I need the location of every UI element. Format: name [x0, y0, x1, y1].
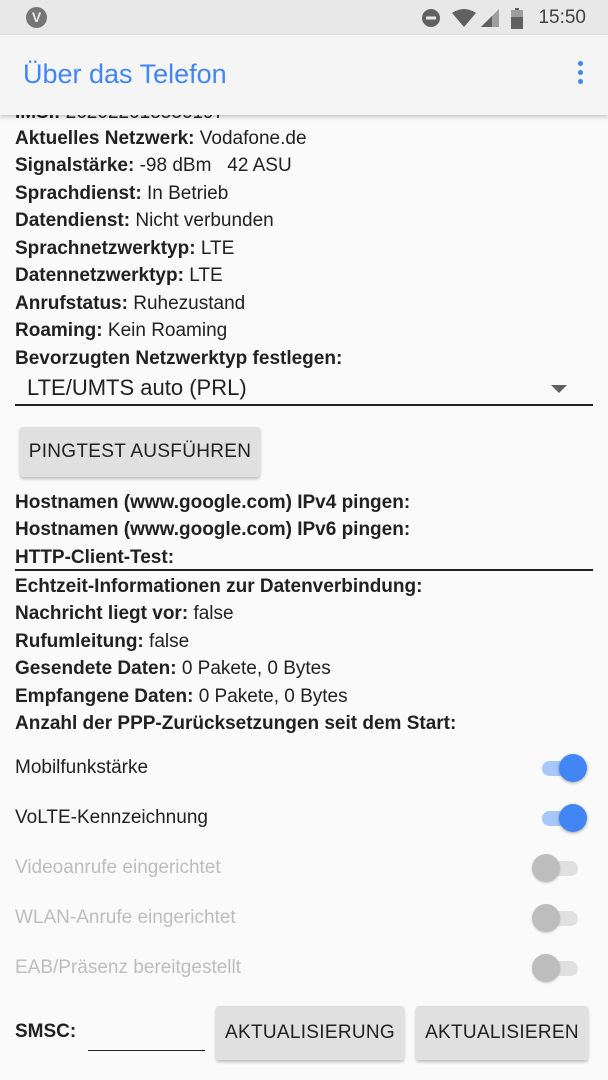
- eab-presence-toggle: [532, 954, 560, 982]
- battery-icon: [511, 8, 523, 29]
- switch-row-mobile-radio-power[interactable]: [15, 748, 593, 788]
- clock: 15:50: [538, 7, 586, 28]
- mobile-radio-power-toggle[interactable]: [559, 754, 587, 782]
- info-row-message-waiting: Nachricht liegt vor: false: [15, 603, 234, 624]
- info-row-network: Aktuelles Netzwerk: Vodafone.de: [15, 128, 307, 149]
- info-row-received-data: Empfangene Daten: 0 Pakete, 0 Bytes: [15, 686, 348, 707]
- smsc-update-button[interactable]: AKTUALISIERUNG: [216, 1006, 404, 1060]
- info-row-data-network-type: Datennetzwerktyp: LTE: [15, 265, 223, 286]
- volte-toggle[interactable]: [559, 804, 587, 832]
- switch-label: VoLTE-Kennzeichnung: [15, 807, 208, 828]
- more-vert-icon[interactable]: [574, 61, 586, 89]
- wifi-icon: [451, 8, 477, 28]
- info-row-call-forwarding: Rufumleitung: false: [15, 631, 190, 652]
- dropdown-arrow-icon: [551, 385, 567, 393]
- switch-label: Videoanrufe eingerichtet: [15, 857, 221, 878]
- switch-row-eab-presence: [15, 948, 593, 988]
- switch-label: EAB/Präsenz bereitgestellt: [15, 957, 242, 978]
- switch-row-wifi-calling: [15, 898, 593, 938]
- info-row-voice-network-type: Sprachnetzwerktyp: LTE: [15, 238, 235, 259]
- smsc-refresh-button[interactable]: AKTUALISIEREN: [416, 1006, 588, 1060]
- info-row-call-status: Anrufstatus: Ruhezustand: [15, 293, 246, 314]
- wifi-calling-toggle: [532, 904, 560, 932]
- data-connection-heading: Echtzeit-Informationen zur Datenverbindung:: [15, 576, 423, 597]
- info-row-voice-service: Sprachdienst: In Betrieb: [15, 183, 229, 204]
- http-client-test-label: HTTP-Client-Test:: [15, 547, 175, 568]
- preferred-network-value: LTE/UMTS auto (PRL): [27, 375, 247, 400]
- switch-label: WLAN-Anrufe eingerichtet: [15, 907, 236, 928]
- vivaldi-icon: V: [26, 7, 47, 28]
- ping-ipv6-label: Hostnamen (www.google.com) IPv6 pingen:: [15, 519, 411, 540]
- ping-test-button[interactable]: PINGTEST AUSFÜHREN: [20, 427, 260, 477]
- radio-info-content[interactable]: [0, 115, 608, 1080]
- status-bar: [0, 0, 608, 35]
- info-row-signal: Signalstärke: -98 dBm 42 ASU: [15, 155, 292, 176]
- switch-row-video-calling: [15, 848, 593, 888]
- video-calling-toggle: [532, 854, 560, 882]
- ppp-resets-label: Anzahl der PPP-Zurücksetzungen seit dem Start:: [15, 713, 457, 734]
- smsc-input[interactable]: [88, 1015, 205, 1051]
- info-row-data-service: Datendienst: Nicht verbunden: [15, 210, 274, 231]
- preferred-network-label: Bevorzugten Netzwerktyp festlegen:: [15, 348, 343, 369]
- switch-label: Mobilfunkstärke: [15, 757, 149, 778]
- switch-row-volte[interactable]: [15, 798, 593, 838]
- page-title: Über das Telefon: [23, 59, 227, 89]
- do-not-disturb-icon: [421, 8, 441, 28]
- divider: [15, 569, 593, 571]
- info-row-roaming: Roaming: Kein Roaming: [15, 320, 228, 341]
- ping-ipv4-label: Hostnamen (www.google.com) IPv4 pingen:: [15, 492, 411, 513]
- preferred-network-dropdown[interactable]: [15, 372, 593, 406]
- info-row-sent-data: Gesendete Daten: 0 Pakete, 0 Bytes: [15, 658, 331, 679]
- cell-signal-icon: [480, 8, 500, 28]
- app-bar: [0, 35, 608, 115]
- smsc-label: SMSC:: [15, 1021, 77, 1042]
